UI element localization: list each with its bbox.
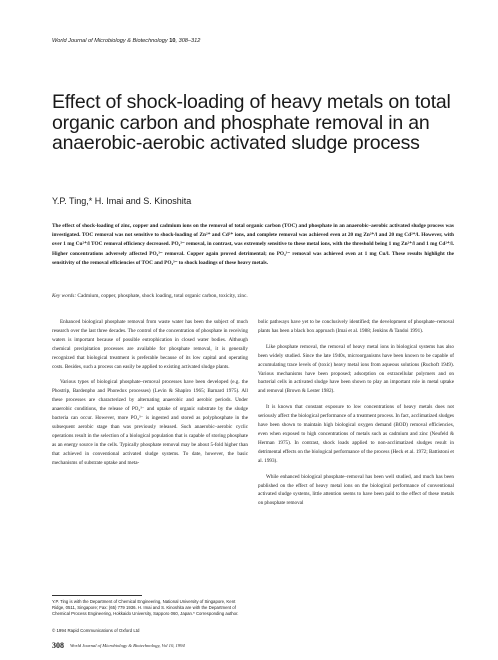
footnote-divider <box>52 595 142 596</box>
author-list: Y.P. Ting,* H. Imai and S. Kinoshita <box>52 196 192 206</box>
journal-name: World Journal of Microbiology & Biotechnology <box>52 38 168 44</box>
keywords-text: Cadmium, copper, phosphate, shock loading, total organic carbon, toxicity, zinc. <box>77 293 248 299</box>
body-paragraph: Like phosphate removal, the removal of heavy metal ions in biological systems has also been widely studied. Since the late 1940s, microorganisms have been known to be capable of accumulating trace levels of (toxic) heavy metal ions from aqueous solutions (Ruchoft 1949). Various mechanisms have been proposed; adsorption on extracellular polymers and on bacterial cells in activated sludge have been shown to play an important role in metal uptake and removal (Brown & Lester 1982). <box>258 343 454 395</box>
footer-journal: World Journal of Microbiology & Biotechnology, Vol 10, 1994 <box>70 643 185 648</box>
body-column-left <box>52 318 248 468</box>
body-paragraph: Enhanced biological phosphate removal from waste water has been the subject of much research over the last three decades. The control of the concentration of phosphate in receiving waters is important because of possible eutrophication in closed water bodies. Although chemical precipitation processes are available for phosphate removal, it is generally recognized that biological treatment is preferable because of its low capital and operating costs. Besides, such a process can easily be applied to existing activated sludge plants. <box>52 319 248 370</box>
page-number: 308 <box>52 641 64 650</box>
keywords <box>52 292 454 301</box>
body-paragraph: It is known that constant exposure to low concentrations of heavy metals does not seriously affect the biological performance of a treatment process. In fact, acclimatized sludges have been shown to maintain high biological oxygen demand (BOD) removal efficiencies, even when exposed to high concentrations of metals such as cadmium and zinc (Neufeld & Herman 1975). In contrast, shock loads applied to non-acclimatized sludges result in detrimental effects on the biological performance of the process (Heck et al. 1972; Battistoni et al. 1993). <box>258 404 454 464</box>
copyright-notice: © 1994 Rapid Communications of Oxford Ltd <box>52 628 140 633</box>
article-title: Effect of shock-loading of heavy metals on total organic carbon and phosphate removal in an anaerobic-aerobic activated sludge process <box>52 91 451 154</box>
journal-pages: , 308–312 <box>175 38 201 44</box>
body-column-right <box>258 318 454 508</box>
keywords-label: Key words: <box>52 293 77 299</box>
author-affiliation-footnote: Y.P. Ting is with the Department of Chemical Engineering, National University of Singapore, Kent Ridge, 0511, Singapore; Fax: (65) 779 1936. H. Imai and S. Kinoshita are with the Department of Chemical Process Engineering, Hokkaido University, Sapporo 060, Japan.* Corresponding author. <box>52 599 239 617</box>
journal-volume: 10 <box>169 38 176 44</box>
body-paragraph: While enhanced biological phosphate–removal has been well studied, and much has been published on the effect of heavy metal ions on the biological performance of conventional activated sludge systems, little attention seems to have been paid to the effect of these metals on phosphate removal <box>258 473 454 507</box>
abstract: The effect of shock-loading of zinc, copper and cadmium ions on the removal of total organic carbon (TOC) and phosphate in an anaerobic–aerobic activated sludge process was investigated. TOC removal was not sensitive to shock-loading of Zn²⁺ and Cd²⁺ ions, and complete removal was achieved even at 20 mg Zn²⁺/l and 20 mg Cd²⁺/l. However, with over 1 mg Cu²⁺/l TOC removal efficiency decreased. PO₄³⁻ removal, in contrast, was extremely sensitive to these metal ions, with the threshold being 1 mg Zn²⁺/l and 1 mg Cd²⁺/l. Higher concentrations adversely affected PO₄³⁻ removal. Copper again proved detrimental; no PO₄³⁻ removal was achieved even at 1 mg Cu/l. These results highlight the sensitivity of the removal efficiencies of TOC and PO₄³⁻ to shock loadings of these heavy metals. <box>52 223 454 266</box>
body-paragraph: Various types of biological phosphate–removal processes have been developed (e.g. the Phostrip, Bardenpho and Phoredox processes) (Levin & Shapiro 1965; Barnard 1975). All these processes are characterized by alternating anaerobic and aerobic periods. Under anaerobic conditions, the release of PO₄³⁻ and uptake of organic substrate by the sludge bacteria can occur. However, more PO₄³⁻ is ingested and stored as polyphosphate in the subsequent aerobic stage than was previously released. Such anaerobic–aerobic cyclic operations result in the selection of a biological population that is capable of storing phosphate as an energy source in the cells. Typically phosphate removal may be about 5-fold higher than that achieved in conventional activated sludge systems. To date, however, the basic mechanisms of substrate uptake and meta- <box>52 379 248 466</box>
running-header <box>52 38 200 44</box>
body-paragraph: bolic pathways have yet to be conclusively identified; the development of phosphate–removal plants has been a black box approach (Imai et al. 1988; Jenkins & Tandoi 1991). <box>258 319 454 334</box>
page-footer <box>52 641 185 650</box>
